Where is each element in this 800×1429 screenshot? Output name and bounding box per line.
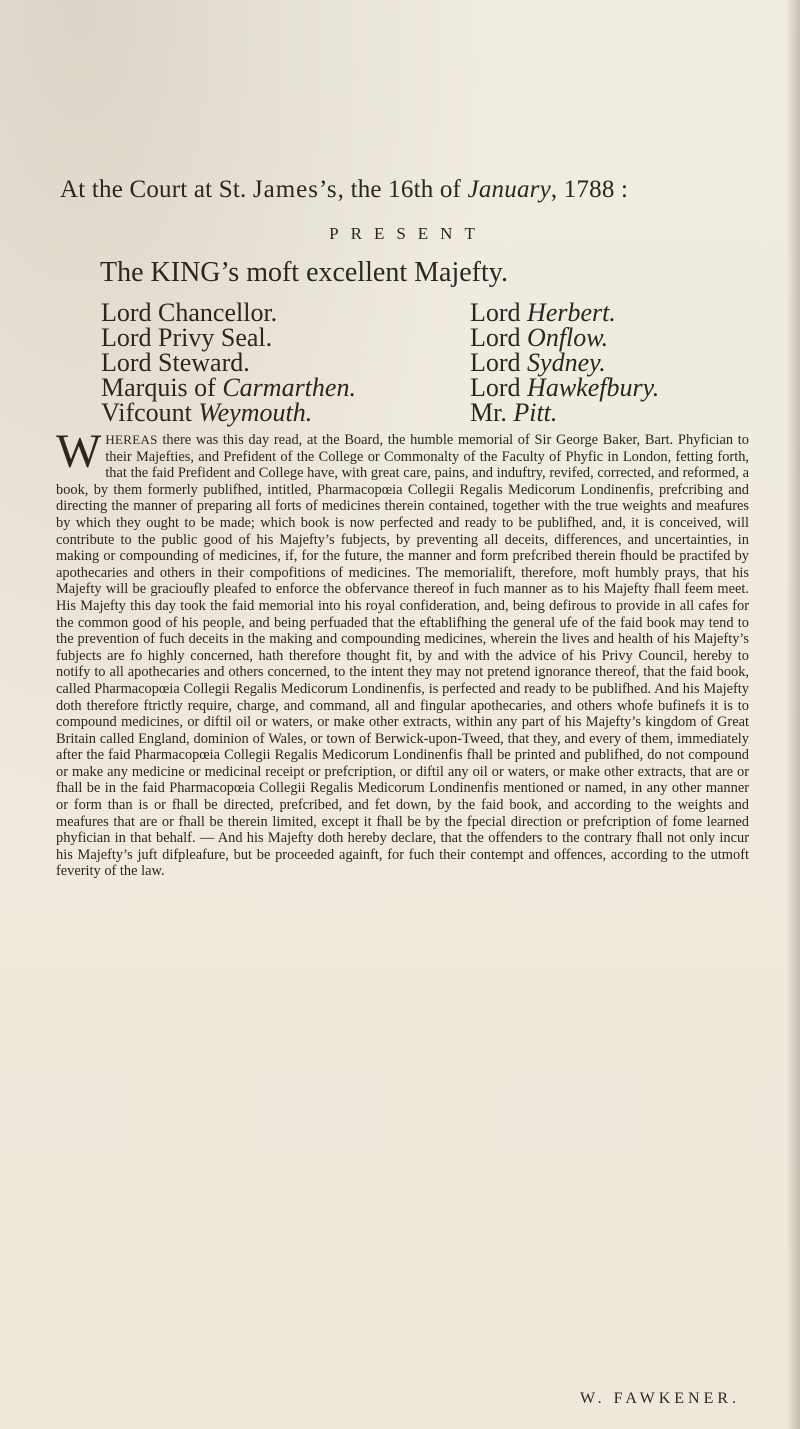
member-entry: Lord Hawkefbury.	[470, 373, 660, 402]
court-header	[60, 176, 760, 204]
court-prefix: At the Court at St.	[60, 176, 253, 203]
member-entry: Vifcount Weymouth.	[101, 398, 313, 427]
king-line: The KING’s moft excellent Majefty.	[100, 257, 508, 288]
member-entry: Lord Sydney.	[470, 348, 606, 377]
member-entry: Lord Steward.	[101, 348, 250, 377]
member-entry: Marquis of Carmarthen.	[101, 373, 356, 402]
present-heading: PRESENT	[329, 224, 487, 243]
signature: W. FAWKENER.	[580, 1390, 741, 1407]
drop-cap: W	[56, 425, 102, 478]
members-left-column	[101, 300, 421, 425]
body-paragraph: there was this day read, at the Board, the humble memorial of Sir George Baker, Bart. Phyfician to their Majefties, and Prefident of the College or Commonalty of the Faculty of Phyfic in London, fetting forth, that the faid Prefident and College have, with great care, pains, and induftry, revifed, corrected, and reformed, a book, by them formerly publifhed, intitled, Pharmacopœia Collegii Regalis Medicorum Londinenfis, prefcribing and directing the manner of preparing all forts of medicines therein contained, together with the true weights and meafures by which they ought to be made; which book is now perfected and ready to be publifhed, and, it is conceived, will contribute to the public good of his Majefty’s fubjects, by preventing all deceits, differences, and uncertainties, in making or compounding of medicines, if, for the future, the manner and form prefcribed therein fhould be practifed by apothecaries and others in their compofitions of medicines. The memorialift, therefore, moft humbly prays, that his Majefty will be gracioufly pleafed to enforce the obfervance thereof in fuch manner as to his Majefty fhall feem meet. His Majefty this day took the faid memorial into his royal confideration, and, being defirous to provide in all cafes for the common good of his people, and being perfuaded that the eftablifhing the general ufe of the faid book may tend to the prevention of fuch deceits in the making and compounding medicines, wherein the lives and health of his Majefty’s fubjects are fo highly concerned, hath therefore thought fit, by and with the advice of his Privy Council, hereby to notify to all apothecaries and others concerned, to the intent they may not pretend ignorance thereof, that the faid book, called Pharmacopœia Collegii Regalis Medicorum Londinenfis, is perfected and ready to be publifhed. And his Majefty doth therefore ftrictly require, charge, and command, all and fingular apothecaries, and others whofe bufinefs it is to compound medicines, or diftil oil or waters, or make other extracts, within any part of his Majefty’s kingdom of Great Britain called England, dominion of Wales, or town of Berwick-upon-Tweed, that they, and every of them, immediately after the faid Pharmacopœia Collegii Regalis Medicorum Londinenfis fhall be printed and publifhed, do not compound or make any medicine or medicinal receipt or prefcription, or diftil any oil or waters, or make other extracts, that are or fhall be in the faid Pharmacopœia Collegii Regalis Medicorum Londinenfis mentioned or named, in any other manner or form than is or fhall be directed, prefcribed, and fet down, by the faid book, and according to the weights and meafures that are or fhall be therein limited, except it fhall be by the fpecial direction or prefcription of fome learned phyfician in that behalf. — And his Majefty doth hereby declare, that the offenders to the contrary fhall not only incur his Majefty’s juft difpleafure, but be proceeded againft, for fuch their contempt and offences, according to the utmoft feverity of the law.	[56, 432, 749, 880]
page-edge-shadow	[786, 0, 800, 1429]
member-entry: Lord Chancellor.	[101, 298, 278, 327]
date-year: , 1788 :	[550, 176, 629, 203]
lead-caps: HEREAS	[105, 432, 158, 447]
date-prefix: , the 16th of	[337, 176, 468, 203]
members-right-column	[470, 300, 770, 425]
member-entry: Lord Herbert.	[470, 298, 616, 327]
proclamation-body	[56, 425, 749, 880]
member-entry: Lord Privy Seal.	[101, 323, 273, 352]
date-month: January	[467, 176, 551, 203]
court-name: James’s	[252, 176, 338, 203]
member-entry: Mr. Pitt.	[470, 398, 558, 427]
member-entry: Lord Onflow.	[470, 323, 609, 352]
